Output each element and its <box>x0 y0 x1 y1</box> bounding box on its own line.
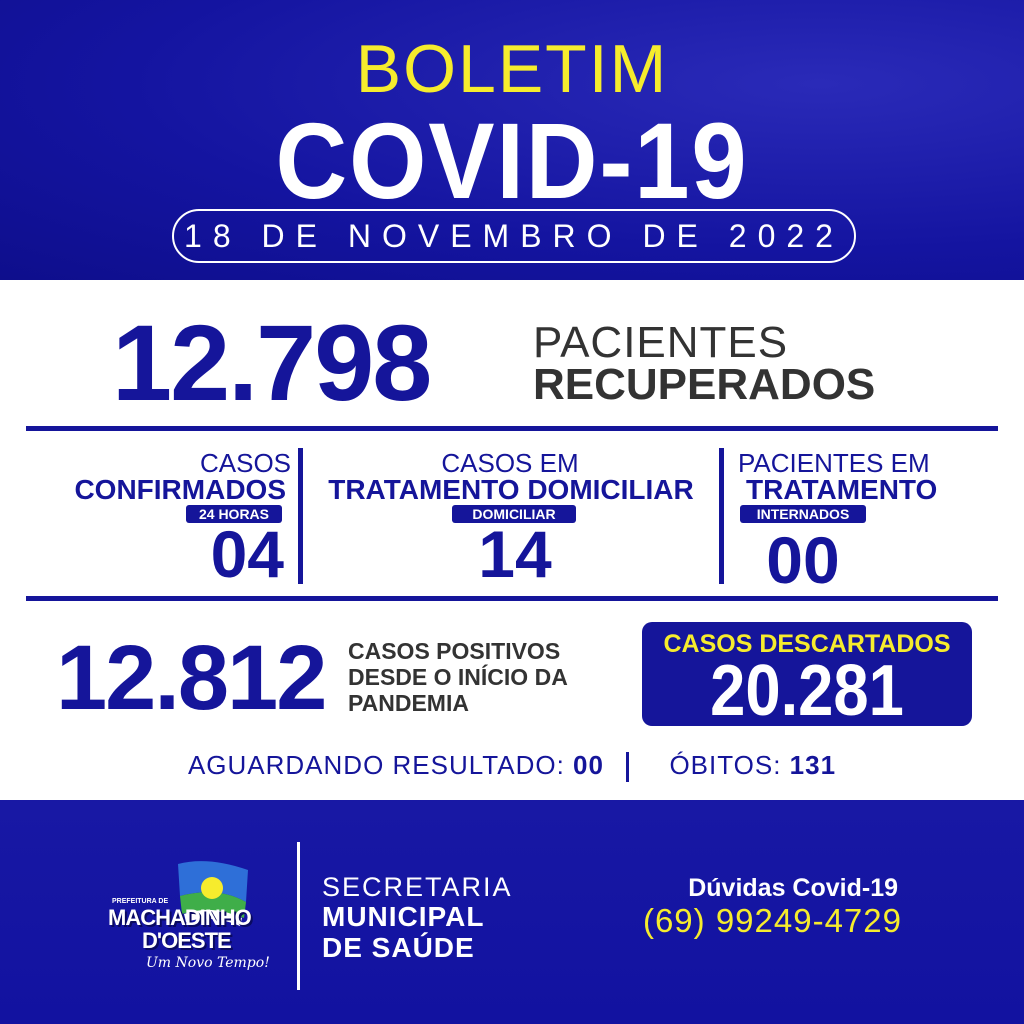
home-bold-label: TRATAMENTO DOMICILIAR <box>328 474 694 505</box>
positive-label-line3: PANDEMIA <box>348 690 469 716</box>
status-separator <box>626 752 629 782</box>
discarded-value: 20.281 <box>710 651 904 731</box>
doubts-label: Dúvidas Covid-19 <box>688 874 898 902</box>
awaiting-label: AGUARDANDO RESULTADO: <box>187 750 565 780</box>
logo-prefix: PREFEITURA DE <box>112 898 169 905</box>
secretaria-line1: SECRETARIA <box>322 872 513 902</box>
home-small-label: CASOS EM <box>441 448 579 478</box>
bulletin-title: BOLETIM <box>355 31 669 107</box>
column-divider-2 <box>719 448 724 584</box>
positive-label-line1: CASOS POSITIVOS <box>348 638 561 664</box>
positive-count: 12.812 <box>56 627 326 729</box>
recovered-count: 12.798 <box>112 302 431 423</box>
divider-top <box>26 426 998 431</box>
confirmed-bold-label: CONFIRMADOS <box>74 474 286 505</box>
hospital-small-label: PACIENTES EM <box>738 448 930 478</box>
confirmed-small-label: CASOS <box>200 448 292 478</box>
date-label: 18 DE NOVEMBRO DE 2022 <box>172 209 856 263</box>
recovered-label-line2: RECUPERADOS <box>533 360 876 409</box>
logo-line2: D'OESTE <box>142 928 231 953</box>
secretaria-line3: DE SAÚDE <box>322 932 475 963</box>
confirmed-tag: 24 HORAS <box>186 505 282 523</box>
deaths-value: 131 <box>789 750 837 780</box>
home-value: 14 <box>478 517 552 591</box>
hospital-value: 00 <box>766 523 840 597</box>
deaths-label: ÓBITOS: <box>669 750 782 780</box>
awaiting-value: 00 <box>573 750 604 780</box>
home-tag: DOMICILIAR <box>452 505 576 523</box>
positive-label-line2: DESDE O INÍCIO DA <box>348 664 568 690</box>
covid-title: COVID-19 <box>275 100 749 221</box>
hospital-tag: INTERNADOS <box>740 505 866 523</box>
secretaria-line2: MUNICIPAL <box>322 901 485 932</box>
status-line <box>0 750 1024 782</box>
column-divider-1 <box>298 448 303 584</box>
recovered-label-line1: PACIENTES <box>533 318 789 367</box>
footer-divider <box>297 842 300 990</box>
phone-number[interactable]: (69) 99249-4729 <box>642 902 902 939</box>
logo-line1: MACHADINHO <box>108 905 251 930</box>
confirmed-value: 04 <box>210 517 284 591</box>
hospital-bold-label: TRATAMENTO <box>746 474 938 505</box>
discarded-title: CASOS DESCARTADOS <box>663 630 951 658</box>
logo-tagline: Um Novo Tempo! <box>146 955 270 971</box>
